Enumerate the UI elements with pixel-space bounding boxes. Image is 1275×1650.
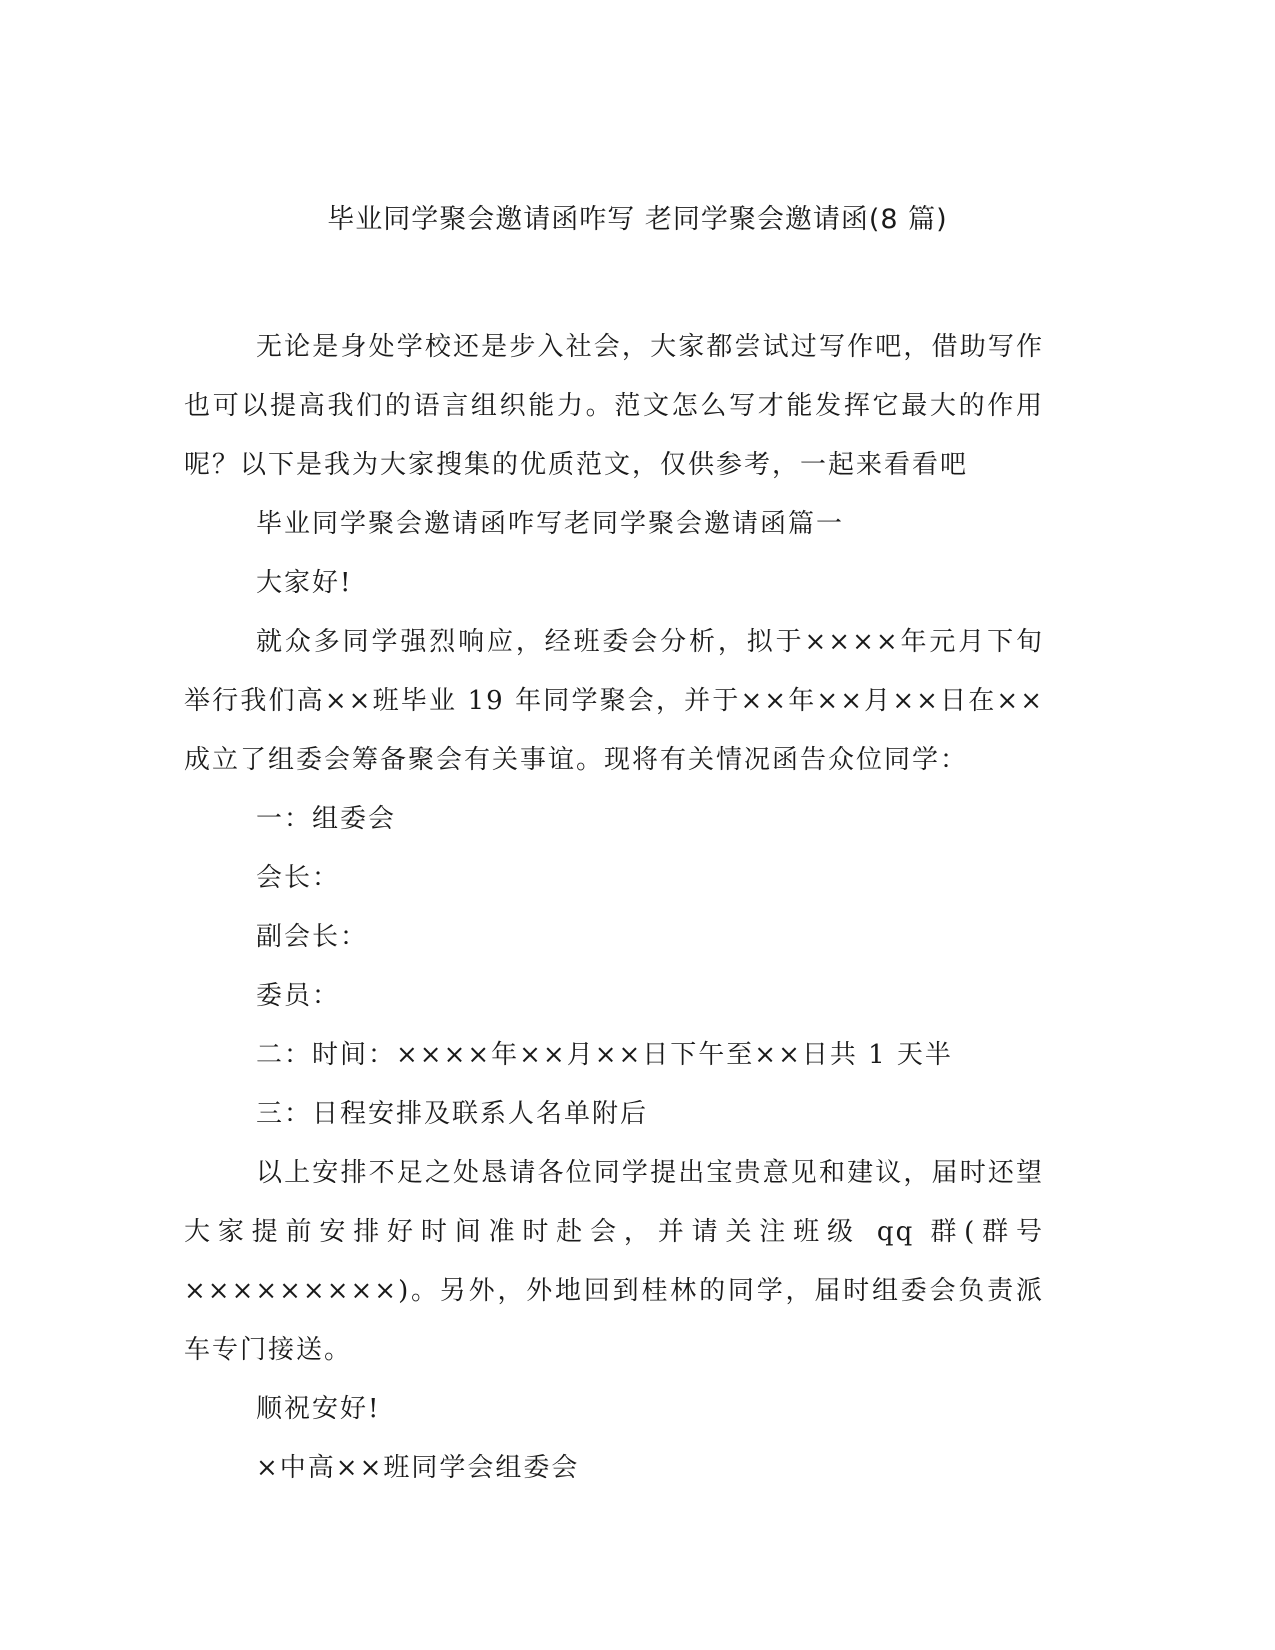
time-item: 二：时间：××××年××月××日下午至××日共 1 天半 bbox=[256, 1040, 953, 1070]
intro-paragraph: 无论是身处学校还是步入社会，大家都尝试过写作吧，借助写作也可以提高我们的语言组织能力。范文怎么写才能发挥它最大的作用呢？以下是我为大家搜集的优质范文，仅供参考，一起来看看吧 bbox=[184, 332, 1044, 480]
regards-line: 顺祝安好! bbox=[256, 1394, 381, 1424]
document-body bbox=[184, 318, 1044, 1498]
committee-item: 一：组委会 bbox=[256, 804, 397, 834]
signature-line: ×中高××班同学会组委会 bbox=[256, 1453, 580, 1483]
closing-paragraph: 以上安排不足之处恳请各位同学提出宝贵意见和建议，届时还望大家提前安排好时间准时赴会，并请关注班级 qq 群(群号×××××××××)。另外，外地回到桂林的同学，届时组委会负责派车专门接送。 bbox=[184, 1158, 1044, 1365]
section-heading: 毕业同学聚会邀请函咋写老同学聚会邀请函篇一 bbox=[256, 509, 845, 539]
members-role: 委员： bbox=[256, 981, 341, 1011]
schedule-item: 三：日程安排及联系人名单附后 bbox=[256, 1099, 649, 1129]
vice-president-role: 副会长： bbox=[256, 922, 369, 952]
announcement-paragraph: 就众多同学强烈响应，经班委会分析，拟于××××年元月下旬举行我们高××班毕业 19 年同学聚会，并于××年××月××日在××成立了组委会筹备聚会有关事谊。现将有关情况函告众位同学： bbox=[184, 627, 1044, 775]
president-role: 会长： bbox=[256, 863, 341, 893]
greeting: 大家好! bbox=[256, 568, 353, 598]
document-title: 毕业同学聚会邀请函咋写 老同学聚会邀请函(8 篇) bbox=[327, 204, 948, 235]
